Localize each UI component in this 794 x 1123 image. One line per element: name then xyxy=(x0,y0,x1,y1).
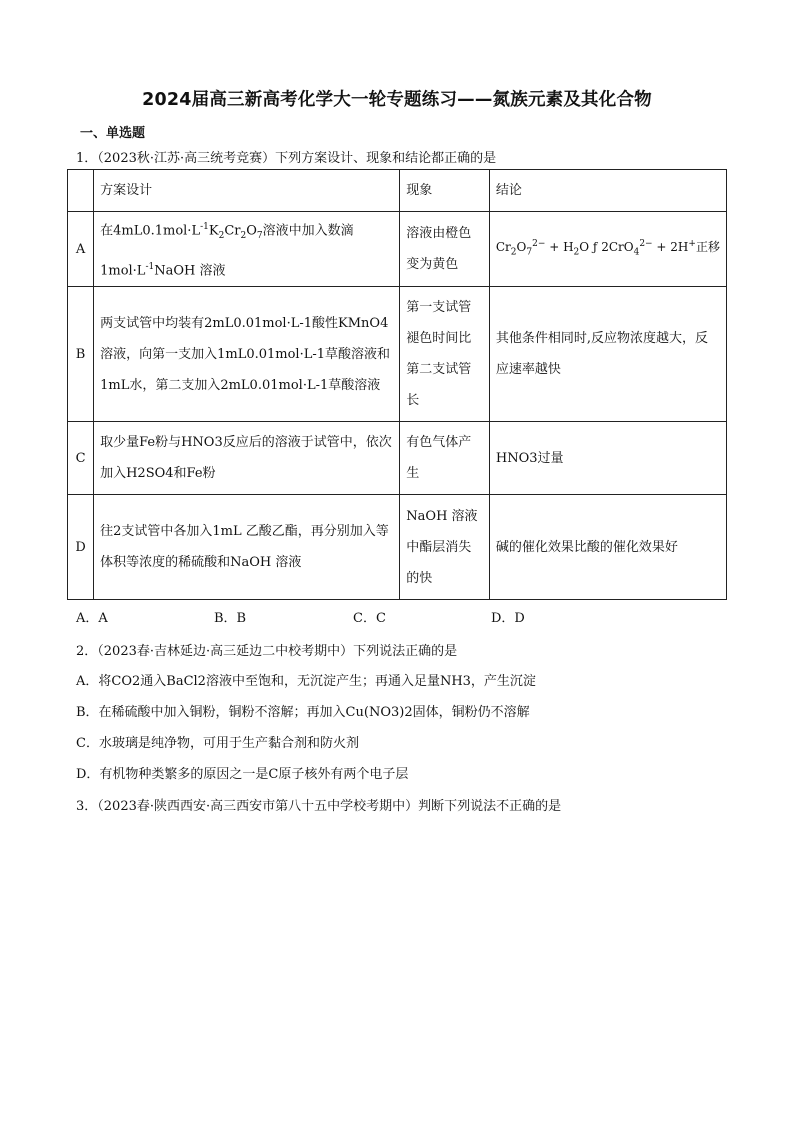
row-label: A xyxy=(68,212,94,287)
header-phenomenon: 现象 xyxy=(400,170,490,212)
conclusion-cell: $Cr_2O_7^{2-} + H_2O$ ƒ 2CrO$_4^{2-}$ + 2H+正移 xyxy=(489,212,726,287)
question-2-option-a[interactable]: A．将CO2通入BaCl2溶液中至饱和，无沉淀产生；再通入足量NH3，产生沉淀 xyxy=(76,674,536,689)
section-heading: 一、单选题 xyxy=(80,126,146,141)
plan-cell: 取少量Fe粉与HNO3反应后的溶液于试管中，依次加入H2SO4和Fe粉 xyxy=(94,422,400,495)
header-blank xyxy=(68,170,94,212)
conclusion-cell: 其他条件相同时,反应物浓度越大，反应速率越快 xyxy=(489,287,726,422)
plan-cell: 两支试管中均装有2mL0.01mol·L-1酸性KMnO4溶液，向第一支加入1mL0.01mol·L-1草酸溶液和1mL水，第二支加入2mL0.01mol·L-1草酸溶液 xyxy=(94,287,400,422)
table-header-row xyxy=(68,170,727,212)
question-1-stem: 1．（2023秋·江苏·高三统考竞赛）下列方案设计、现象和结论都正确的是 xyxy=(76,151,497,166)
header-conclusion: 结论 xyxy=(489,170,726,212)
plan-cell: 往2支试管中各加入1mL 乙酸乙酯，再分别加入等体积等浓度的稀硫酸和NaOH 溶液 xyxy=(94,495,400,600)
phenomenon-cell: 溶液由橙色变为黄色 xyxy=(400,212,490,287)
plan-cell: 在$4mL0.1mol\cdot L^{-1}K_2Cr_2O_7$溶液中加入数滴 $1mol\cdot L^{-1}NaOH$ 溶液 xyxy=(94,212,400,287)
row-label: D xyxy=(68,495,94,600)
table-row-b xyxy=(68,287,727,422)
question-3-stem: 3．（2023春·陕西西安·高三西安市第八十五中学校考期中）判断下列说法不正确的是 xyxy=(76,799,562,814)
option-b[interactable]: B．B xyxy=(214,611,247,626)
header-plan: 方案设计 xyxy=(94,170,400,212)
question-2-option-c[interactable]: C．水玻璃是纯净物，可用于生产黏合剂和防火剂 xyxy=(76,736,359,751)
table-row-c xyxy=(68,422,727,495)
conclusion-cell: 碱的催化效果比酸的催化效果好 xyxy=(489,495,726,600)
question-2-stem: 2．（2023春·吉林延边·高三延边二中校考期中）下列说法正确的是 xyxy=(76,644,458,659)
table-row-a xyxy=(68,212,727,287)
option-d[interactable]: D．D xyxy=(491,611,525,626)
question-1-options xyxy=(76,607,676,625)
option-a[interactable]: A．A xyxy=(76,611,108,626)
phenomenon-cell: 第一支试管褪色时间比第二支试管长 xyxy=(400,287,490,422)
row-label: C xyxy=(68,422,94,495)
question-1-table xyxy=(67,169,727,600)
question-2-option-b[interactable]: B．在稀硫酸中加入铜粉，铜粉不溶解；再加入Cu(NO3)2固体，铜粉仍不溶解 xyxy=(76,705,530,720)
conclusion-cell: HNO3过量 xyxy=(489,422,726,495)
row-label: B xyxy=(68,287,94,422)
document-title: 2024届高三新高考化学大一轮专题练习——氮族元素及其化合物 xyxy=(142,90,652,110)
phenomenon-cell: NaOH 溶液中酯层消失的快 xyxy=(400,495,490,600)
table-row-d xyxy=(68,495,727,600)
option-c[interactable]: C．C xyxy=(353,611,386,626)
question-2-option-d[interactable]: D．有机物种类繁多的原因之一是C原子核外有两个电子层 xyxy=(76,767,409,782)
phenomenon-cell: 有色气体产生 xyxy=(400,422,490,495)
